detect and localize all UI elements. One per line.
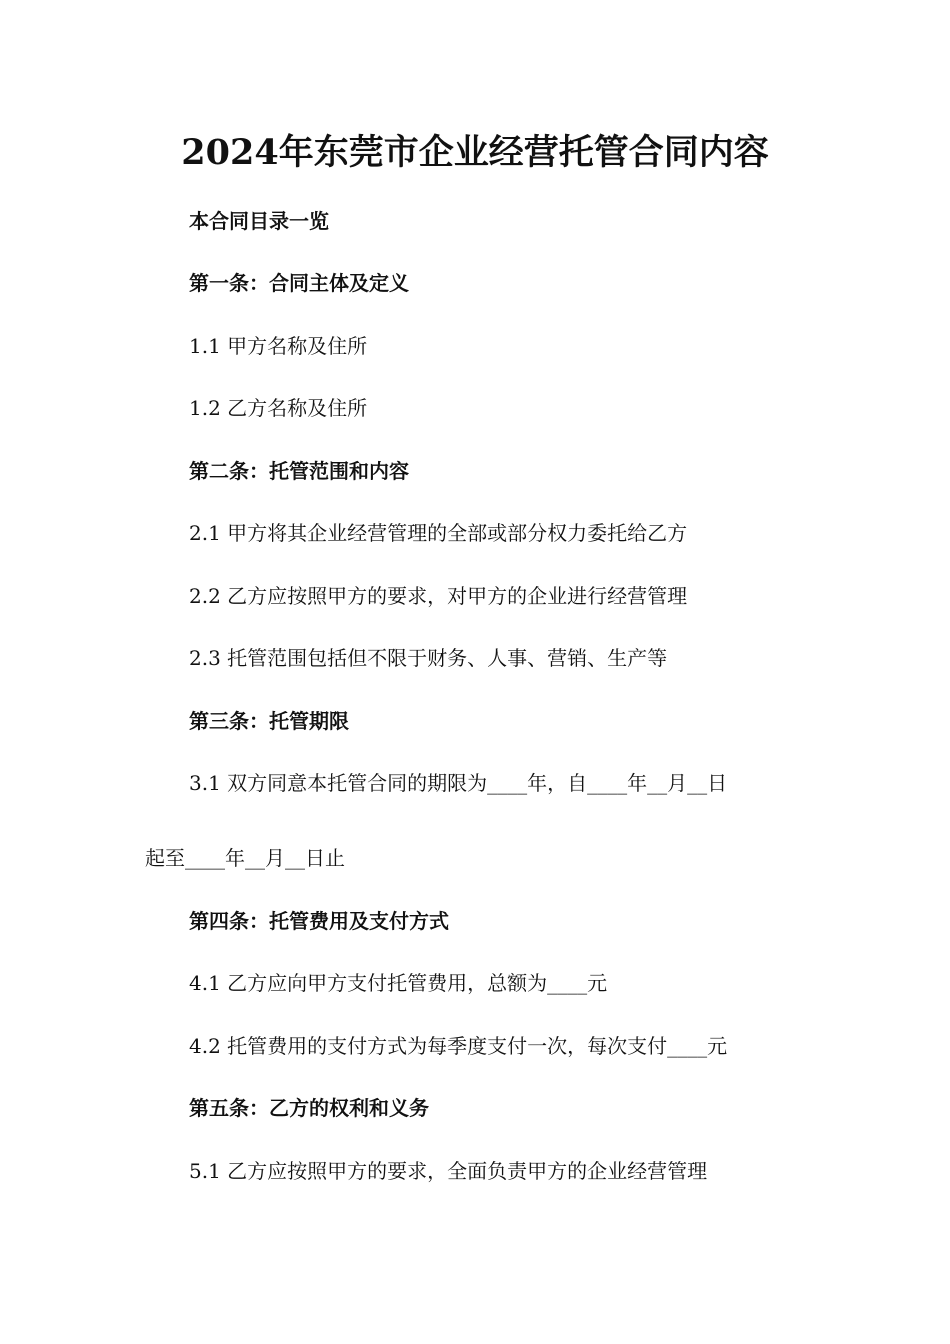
clause-1-1: 1.1 甲方名称及住所 — [189, 334, 368, 358]
toc-heading: 本合同目录一览 — [189, 209, 329, 233]
article-2-heading: 第二条：托管范围和内容 — [189, 459, 409, 483]
article-5-heading: 第五条：乙方的权利和义务 — [189, 1096, 429, 1120]
clause-3-1: 3.1 双方同意本托管合同的期限为____年，自____年__月__日 — [189, 771, 728, 795]
clause-2-1: 2.1 甲方将其企业经营管理的全部或部分权力委托给乙方 — [189, 521, 688, 545]
article-1-heading: 第一条：合同主体及定义 — [189, 271, 409, 295]
clause-1-2: 1.2 乙方名称及住所 — [189, 396, 368, 420]
clause-3-1-continued: 起至____年__月__日止 — [145, 846, 345, 870]
clause-5-1: 5.1 乙方应按照甲方的要求，全面负责甲方的企业经营管理 — [189, 1159, 708, 1183]
clause-4-2: 4.2 托管费用的支付方式为每季度支付一次，每次支付____元 — [189, 1034, 728, 1058]
article-4-heading: 第四条：托管费用及支付方式 — [189, 909, 449, 933]
article-3-heading: 第三条：托管期限 — [189, 709, 349, 733]
document-title: 2024年东莞市企业经营托管合同内容 — [181, 132, 769, 173]
clause-2-2: 2.2 乙方应按照甲方的要求，对甲方的企业进行经营管理 — [189, 584, 688, 608]
clause-2-3: 2.3 托管范围包括但不限于财务、人事、营销、生产等 — [189, 646, 668, 670]
clause-4-1: 4.1 乙方应向甲方支付托管费用，总额为____元 — [189, 971, 608, 995]
